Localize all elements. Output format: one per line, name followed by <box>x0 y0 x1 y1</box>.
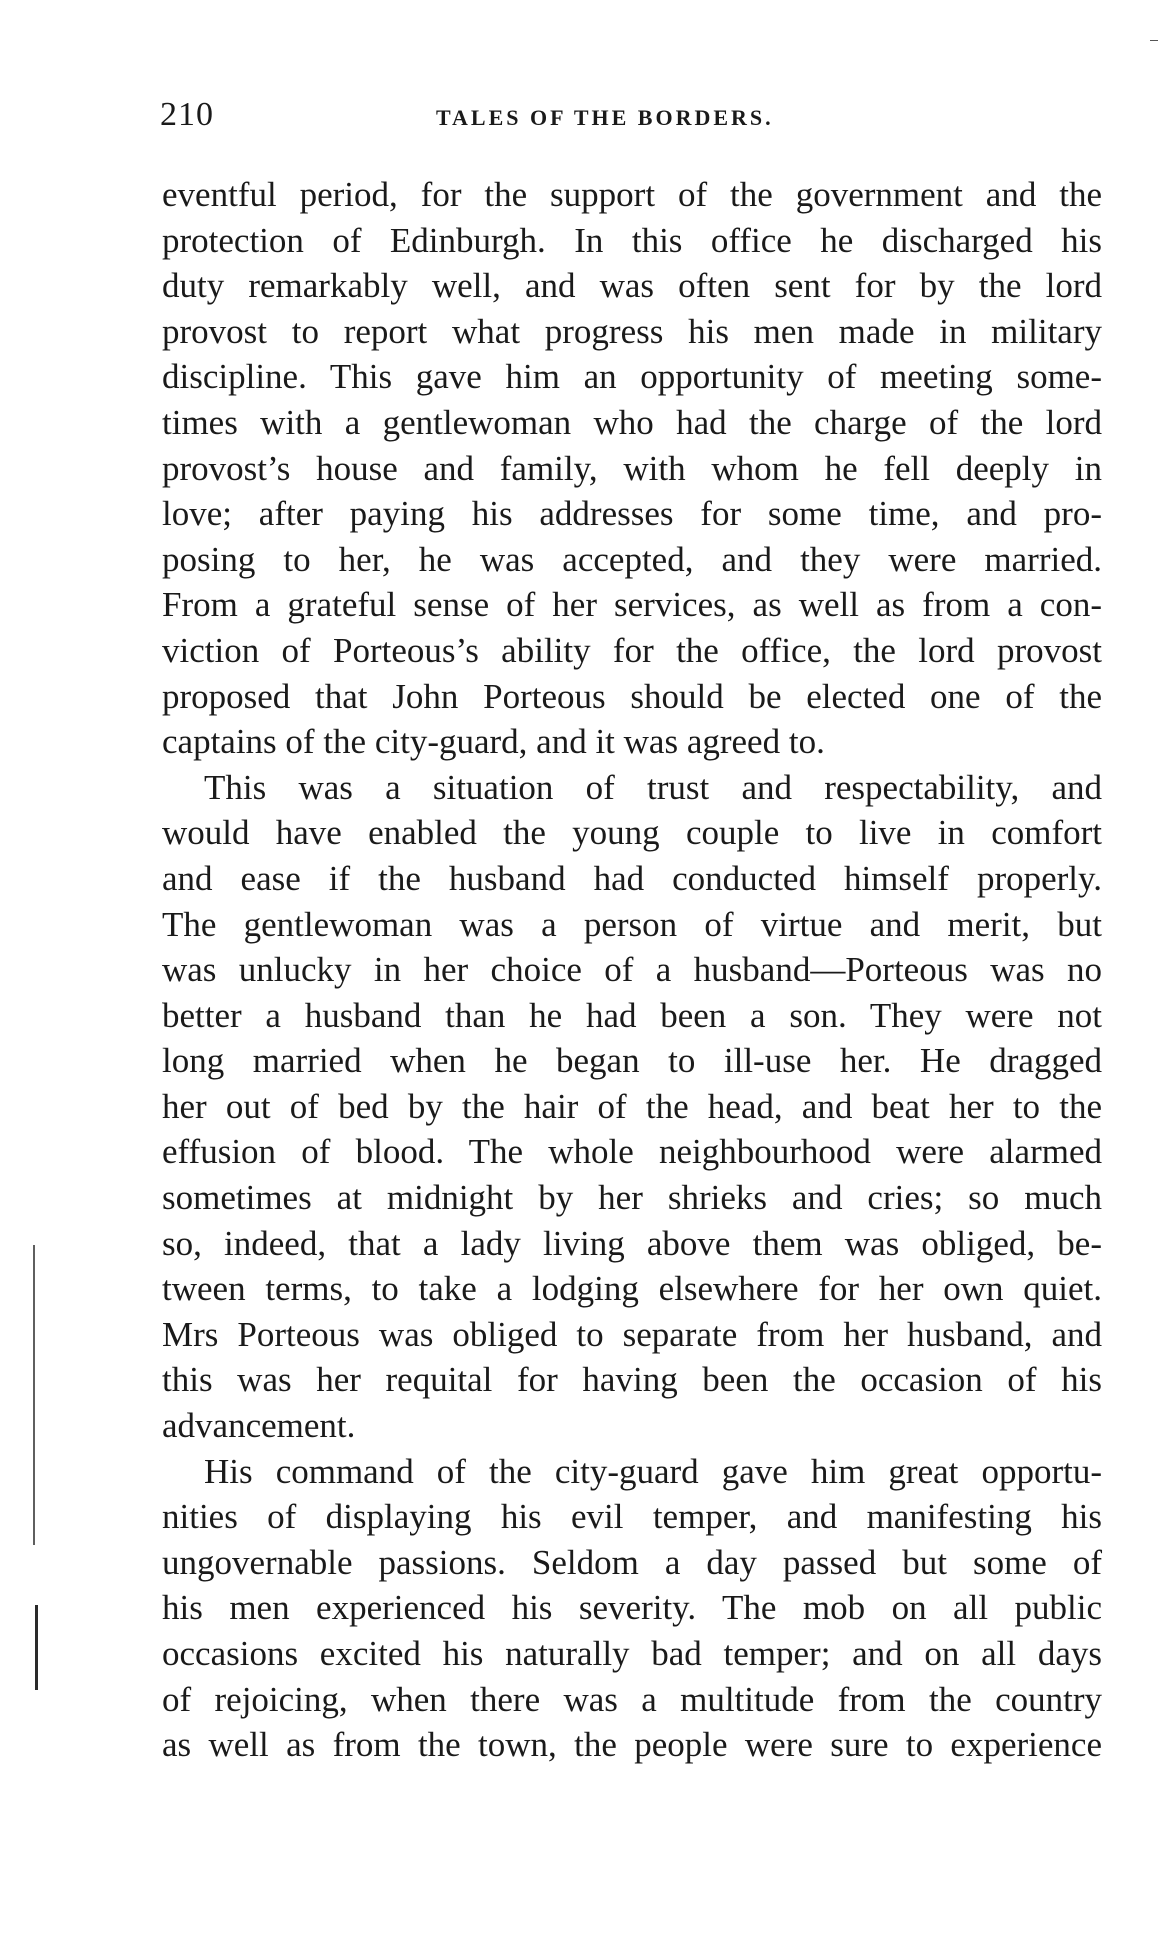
text-line: discipline. This gave him an opportunity of meeting some- <box>162 357 1102 397</box>
text-line: was unlucky in her choice of a husband—Porteous was no <box>162 950 1102 990</box>
text-line: ungovernable passions. Seldom a day passed but some of <box>162 1542 1102 1582</box>
text-line: posing to her, he was accepted, and they were married. <box>162 539 1102 579</box>
text-line: of rejoicing, when there was a multitude from the country <box>162 1679 1102 1719</box>
text-line: effusion of blood. The whole neighbourhood were alarmed <box>162 1132 1102 1172</box>
text-line: nities of displaying his evil temper, and manifesting his <box>162 1497 1102 1537</box>
text-line: tween terms, to take a lodging elsewhere for her own quiet. <box>162 1269 1102 1309</box>
text-line: sometimes at midnight by her shrieks and cries; so much <box>162 1178 1102 1218</box>
text-line: better a husband than he had been a son. They were not <box>162 995 1102 1035</box>
page-number: 210 <box>160 96 214 133</box>
paragraph-2 <box>162 765 1102 1449</box>
text-line: her out of bed by the hair of the head, and beat her to the <box>162 1086 1102 1126</box>
text-line: times with a gentlewoman who had the charge of the lord <box>162 402 1102 442</box>
text-line: viction of Porteous’s ability for the office, the lord provost <box>162 630 1102 670</box>
text-line: long married when he began to ill-use her. He dragged <box>162 1041 1102 1081</box>
body-text <box>162 172 1102 1768</box>
text-line: provost’s house and family, with whom he fell deeply in <box>162 448 1102 488</box>
text-line: this was her requital for having been the occasion of his <box>162 1360 1102 1400</box>
text-line: advancement. <box>162 1406 356 1446</box>
scan-artifact <box>1150 40 1158 41</box>
text-line: occasions excited his naturally bad temper; and on all days <box>162 1634 1102 1673</box>
paragraph-1 <box>162 172 1102 765</box>
text-line: Mrs Porteous was obliged to separate from her husband, and <box>162 1314 1102 1354</box>
text-line: eventful period, for the support of the government and the <box>162 175 1102 214</box>
paragraph-3 <box>162 1449 1102 1768</box>
text-line: This was a situation of trust and respectability, and <box>204 767 1102 807</box>
margin-scan-line <box>35 1605 38 1690</box>
page-header <box>160 95 1100 139</box>
text-line: proposed that John Porteous should be elected one of the <box>162 676 1102 716</box>
text-line: as well as from the town, the people were sure to experience <box>162 1725 1102 1765</box>
text-line: love; after paying his addresses for some time, and pro- <box>162 494 1102 534</box>
running-head: TALES OF THE BORDERS. <box>436 105 774 130</box>
text-line: and ease if the husband had conducted himself properly. <box>162 858 1102 898</box>
text-line: The gentlewoman was a person of virtue and merit, but <box>162 904 1102 944</box>
text-line: From a grateful sense of her services, as well as from a con- <box>162 585 1102 625</box>
text-line: his men experienced his severity. The mob on all public <box>162 1588 1102 1628</box>
text-line: His command of the city-guard gave him great opportu- <box>204 1451 1102 1491</box>
text-line: duty remarkably well, and was often sent for by the lord <box>162 266 1102 306</box>
text-line: protection of Edinburgh. In this office he discharged his <box>162 220 1102 260</box>
text-line: so, indeed, that a lady living above them was obliged, be- <box>162 1223 1102 1263</box>
text-line: would have enabled the young couple to live in comfort <box>162 813 1102 853</box>
text-line: captains of the city-guard, and it was agreed to. <box>162 722 825 762</box>
text-line: provost to report what progress his men made in military <box>162 311 1102 351</box>
margin-scan-line <box>33 1245 35 1545</box>
